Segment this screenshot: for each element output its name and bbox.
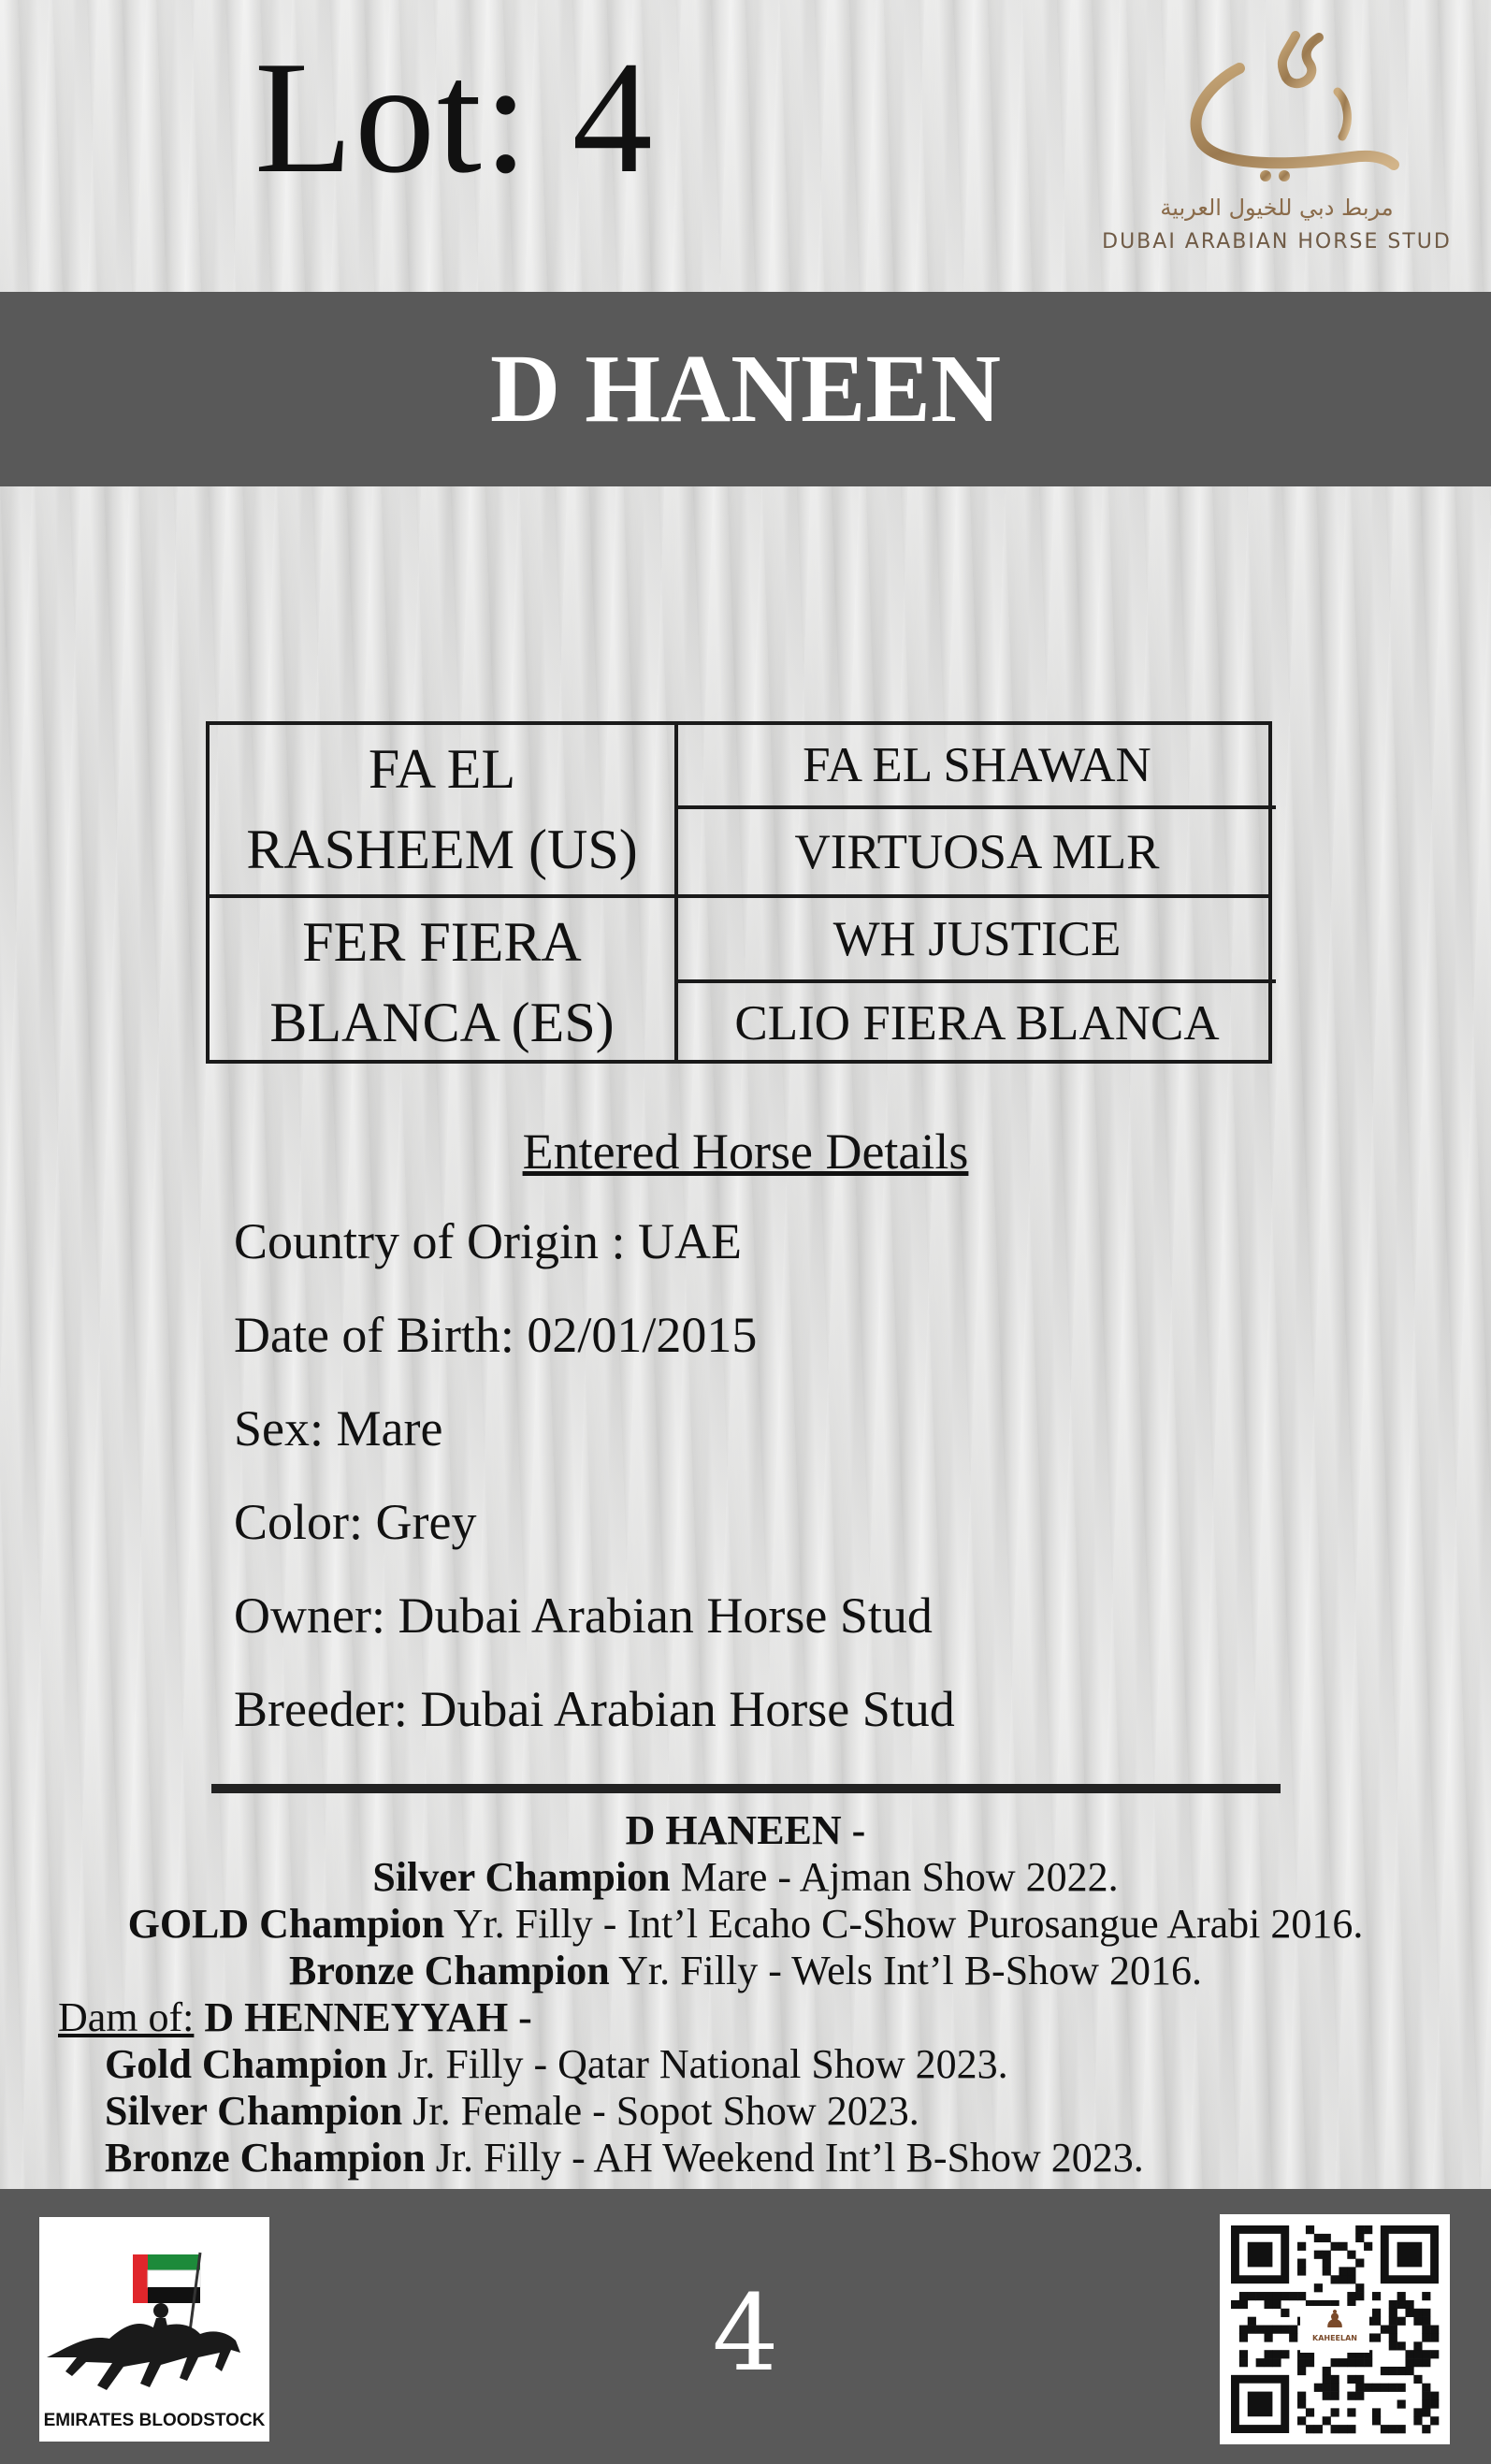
- section-divider: [211, 1784, 1281, 1793]
- pedigree-dam-dam: CLIO FIERA BLANCA: [734, 996, 1220, 1051]
- detail-breeder: Breeder: Dubai Arabian Horse Stud: [234, 1681, 955, 1737]
- emirates-bloodstock-text: EMIRATES BLOODSTOCK: [43, 2411, 266, 2430]
- pedigree-sire: [210, 725, 674, 894]
- sire-line-2: RASHEEM (US): [246, 818, 638, 880]
- pedigree-dam-sire: WH JUSTICE: [832, 911, 1122, 966]
- pedigree-dam: [210, 898, 674, 1067]
- dam-line-1: FER FIERA: [302, 911, 582, 974]
- achievement-title: Bronze Champion: [105, 2135, 426, 2181]
- achievements-heading-text: D HANEEN -: [625, 1807, 866, 1853]
- pedigree-table: [206, 721, 1272, 1064]
- details-title: Entered Horse Details: [522, 1123, 969, 1180]
- racing-horses-flag-icon: [39, 2217, 269, 2409]
- achievement-text: Jr. Filly - AH Weekend Int’l B-Show 2023.: [425, 2135, 1144, 2181]
- stud-emblem-icon: [1146, 26, 1408, 190]
- dam-of-line: [58, 1994, 532, 2040]
- emirates-bloodstock-logo: [39, 2217, 269, 2442]
- detail-sex: Sex: Mare: [234, 1400, 443, 1457]
- achievement-title: Gold Champion: [105, 2041, 387, 2087]
- detail-owner: Owner: Dubai Arabian Horse Stud: [234, 1587, 933, 1644]
- achievement-title: Bronze Champion: [289, 1948, 610, 1993]
- detail-country: Country of Origin : UAE: [234, 1213, 742, 1269]
- achievement-text: Mare - Ajman Show 2022.: [670, 1854, 1119, 1900]
- logo-arabic-text: مربط دبي للخيول العربية: [1160, 195, 1394, 221]
- offspring-achievement-line: [105, 2135, 1144, 2181]
- achievement-line: [0, 1854, 1491, 1900]
- detail-color: Color: Grey: [234, 1494, 477, 1550]
- page-number: 4: [712, 2273, 779, 2395]
- dam-of-name: D HENNEYYAH -: [194, 1994, 532, 2040]
- achievement-line: [0, 1901, 1491, 1947]
- dam-line-2: BLANCA (ES): [269, 991, 615, 1053]
- horse-name: D HANEEN: [489, 335, 1002, 442]
- lot-number: Lot: 4: [254, 29, 655, 207]
- qr-code[interactable]: [1220, 2214, 1450, 2444]
- achievement-text: Yr. Filly - Int’l Ecaho C-Show Purosangue Arabi 2016.: [444, 1901, 1364, 1947]
- offspring-achievement-line: [105, 2088, 919, 2134]
- dubai-arabian-horse-stud-logo: [1094, 26, 1459, 260]
- pedigree-sire-sire: FA EL SHAWAN: [803, 738, 1151, 792]
- offspring-achievement-line: [105, 2041, 1008, 2087]
- achievement-title: Silver Champion: [105, 2088, 403, 2134]
- detail-dob: Date of Birth: 02/01/2015: [234, 1307, 758, 1363]
- achievement-line: [0, 1950, 1491, 1992]
- horse-name-band: [0, 292, 1491, 486]
- achievement-text: Yr. Filly - Wels Int’l B-Show 2016.: [609, 1948, 1202, 1993]
- achievement-text: Jr. Female - Sopot Show 2023.: [402, 2088, 919, 2134]
- achievements-heading: [0, 1807, 1491, 1853]
- logo-english-text: DUBAI ARABIAN HORSE STUD: [1102, 230, 1452, 254]
- sire-line-1: FA EL: [368, 738, 516, 801]
- achievement-title: Silver Champion: [372, 1854, 671, 1900]
- pedigree-sire-dam: VIRTUOSA MLR: [794, 824, 1160, 879]
- qr-horse-icon: ♟: [1324, 2306, 1346, 2333]
- qr-center-text: KAHEELAN: [1312, 2334, 1357, 2342]
- qr-center-logo: [1300, 2306, 1369, 2353]
- achievement-text: Jr. Filly - Qatar National Show 2023.: [386, 2041, 1008, 2087]
- dam-of-label: Dam of:: [58, 1994, 195, 2040]
- achievement-title: GOLD Champion: [127, 1901, 445, 1947]
